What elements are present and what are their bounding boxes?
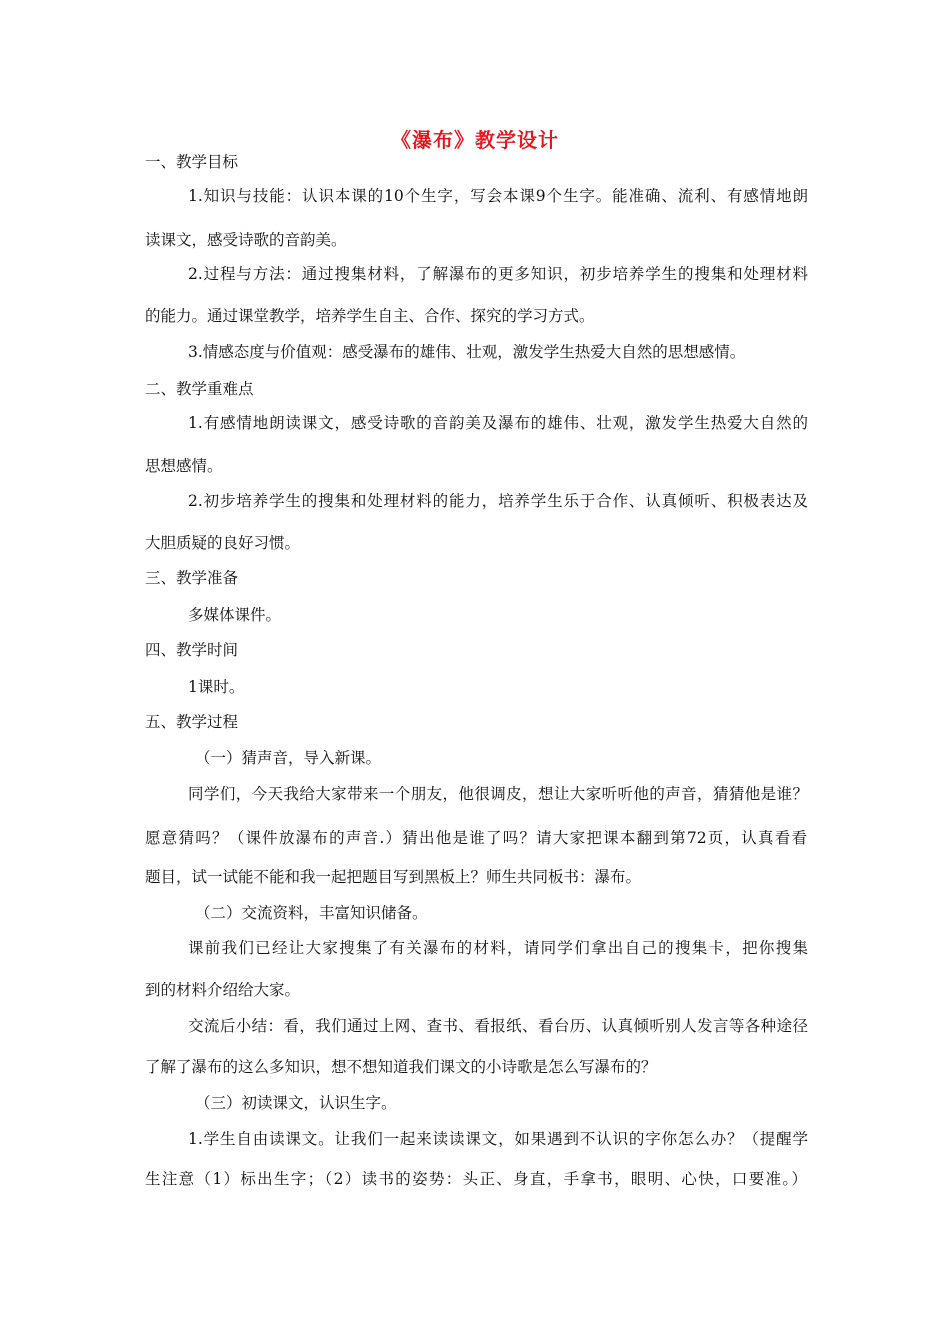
paragraph-line: 课前我们已经让大家搜集了有关瀑布的材料，请同学们拿出自己的搜集卡，把你搜集 [188,939,808,957]
paragraph-line: 到的材料介绍给大家。 [145,981,301,999]
paragraph-line: 1.有感情地朗读课文，感受诗歌的音韵美及瀑布的雄伟、壮观，激发学生热爱大自然的 [188,414,808,432]
paragraph-line: 2.初步培养学生的搜集和处理材料的能力，培养学生乐于合作、认真倾听、积极表达及 [188,492,808,510]
paragraph-line: 大胆质疑的良好习惯。 [145,534,301,552]
paragraph-line: 交流后小结：看，我们通过上网、查书、看报纸、看台历、认真倾听别人发言等各种途径 [188,1017,808,1035]
subsection-heading: （三）初读课文，认识生字。 [195,1094,397,1112]
section-heading-process: 五、教学过程 [145,713,239,731]
paragraph-line: 愿意猜吗？（课件放瀑布的声音.）猜出他是谁了吗？请大家把课本翻到第72页，认真看看 [145,829,807,847]
paragraph-line: 读课文，感受诗歌的音韵美。 [145,231,347,249]
paragraph-line: 1.学生自由读课文。让我们一起来读读课文，如果遇到不认识的字你怎么办？（提醒学 [188,1130,808,1148]
paragraph-line: 2.过程与方法：通过搜集材料，了解瀑布的更多知识，初步培养学生的搜集和处理材料 [188,265,808,283]
paragraph-line: 同学们，今天我给大家带来一个朋友，他很调皮，想让大家听听他的声音，猜猜他是谁？ [188,785,808,803]
paragraph-line: 题目，试一试能不能和我一起把题目写到黑板上？师生共同板书：瀑布。 [145,868,642,886]
paragraph-line: 1.知识与技能：认识本课的10个生字，写会本课9个生字。能准确、流利、有感情地朗 [188,187,808,205]
document-title: 《瀑布》教学设计 [391,128,559,152]
paragraph-line: 了解了瀑布的这么多知识，想不想知道我们课文的小诗歌是怎么写瀑布的？ [145,1058,657,1076]
paragraph-line: 1课时。 [188,678,245,696]
paragraph-line: 思想感情。 [145,457,223,475]
paragraph-line: 的能力。通过课堂教学，培养学生自主、合作、探究的学习方式。 [145,307,595,325]
section-heading-preparation: 三、教学准备 [145,569,239,587]
section-heading-goals: 一、教学目标 [145,153,239,171]
section-heading-key-points: 二、教学重难点 [145,380,254,398]
paragraph-line: 多媒体课件。 [188,606,282,624]
subsection-heading: （一）猜声音，导入新课。 [195,749,382,767]
paragraph-line: 生注意（1）标出生字；（2）读书的姿势：头正、身直，手拿书，眼明、心快，口要准。） [145,1170,807,1188]
section-heading-time: 四、教学时间 [145,641,239,659]
paragraph-line: 3.情感态度与价值观：感受瀑布的雄伟、壮观，激发学生热爱大自然的思想感情。 [188,343,746,361]
subsection-heading: （二）交流资料，丰富知识储备。 [195,904,428,922]
